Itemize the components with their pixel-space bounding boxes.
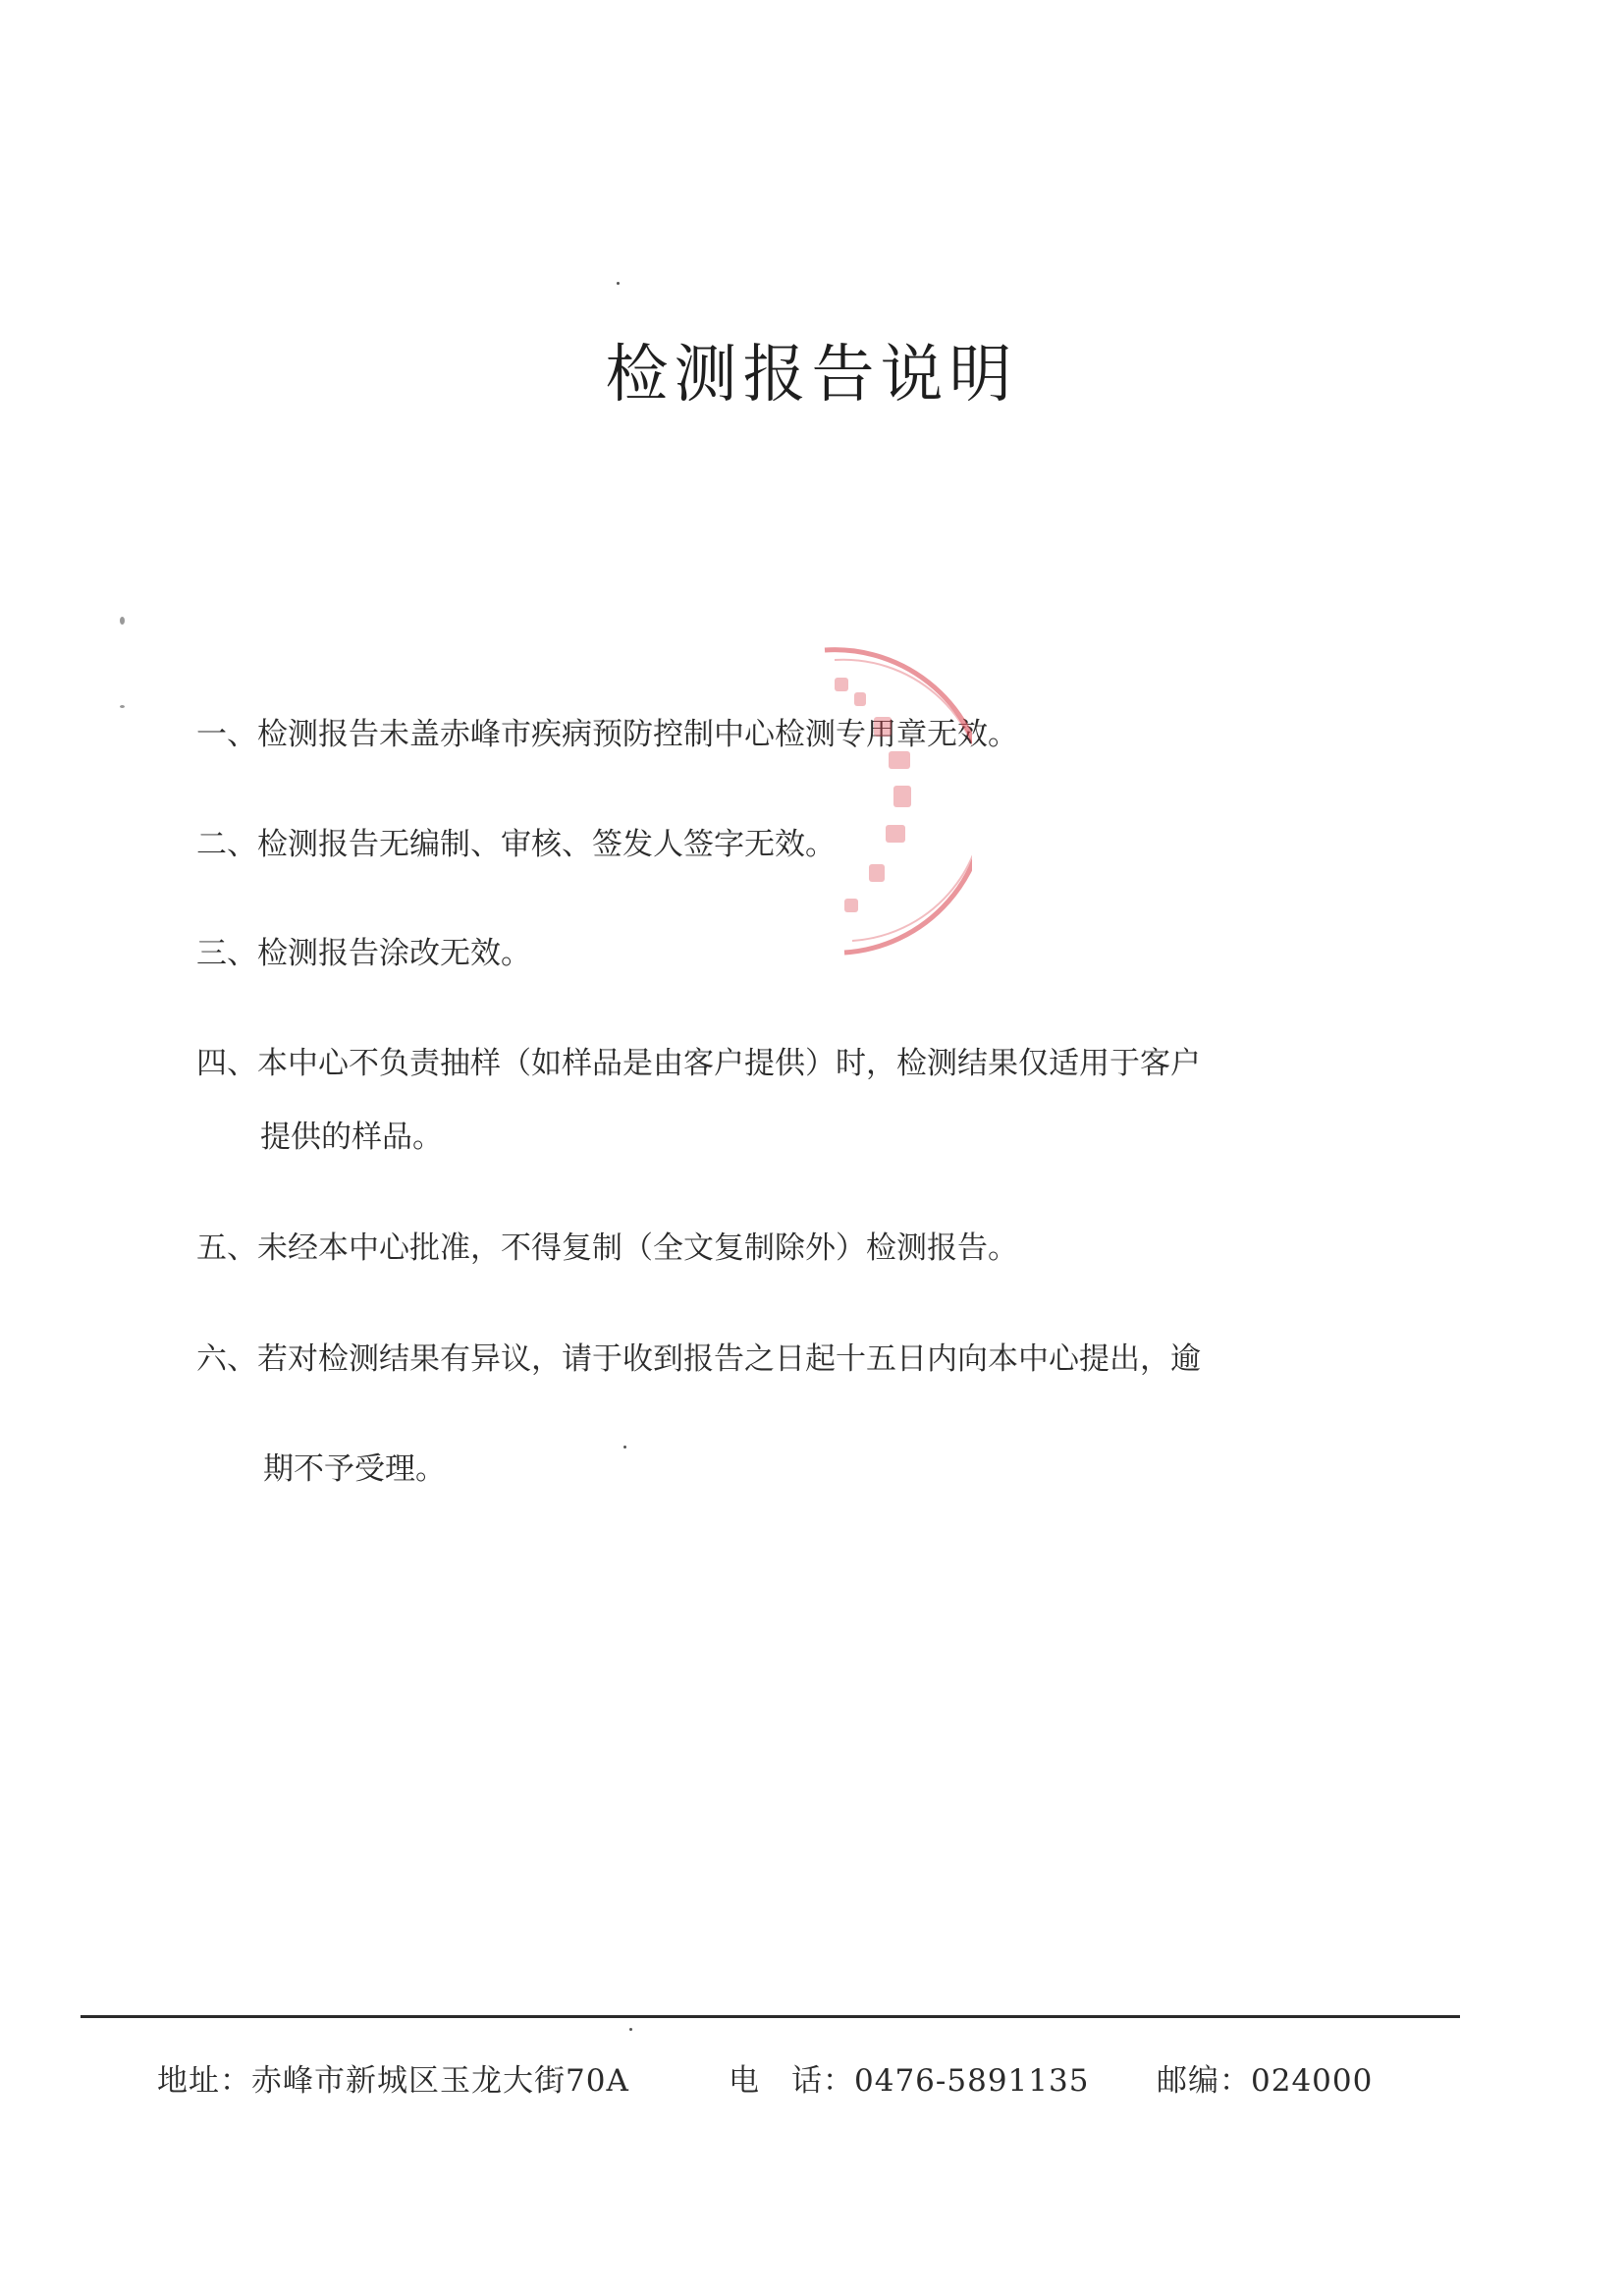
scan-speck bbox=[120, 617, 125, 625]
page-title: 检测报告说明 bbox=[605, 339, 1018, 411]
clause-2: 二、检测报告无编制、审核、签发人签字无效。 bbox=[196, 827, 836, 862]
scan-speck bbox=[629, 2028, 632, 2031]
clause-4: 四、本中心不负责抽样（如样品是由客户提供）时，检测结果仅适用于客户 bbox=[196, 1046, 1201, 1081]
clause-1: 一、检测报告未盖赤峰市疾病预防控制中心检测专用章无效。 bbox=[196, 717, 1018, 752]
scan-speck bbox=[120, 705, 125, 708]
seal-stamp bbox=[776, 638, 972, 962]
footer-phone: 电 话：0476-5891135 bbox=[729, 2063, 1090, 2099]
footer-divider bbox=[81, 2015, 1460, 2018]
footer-postcode: 邮编：024000 bbox=[1157, 2063, 1374, 2099]
clause-6: 六、若对检测结果有异议，请于收到报告之日起十五日内向本中心提出，逾 bbox=[196, 1341, 1201, 1377]
clause-4-continuation: 提供的样品。 bbox=[260, 1120, 443, 1155]
scan-speck bbox=[623, 1446, 626, 1449]
clause-6-continuation: 期不予受理。 bbox=[263, 1451, 446, 1487]
footer-address: 地址：赤峰市新城区玉龙大街70A bbox=[157, 2063, 629, 2099]
scan-speck bbox=[617, 282, 620, 285]
clause-5: 五、未经本中心批准，不得复制（全文复制除外）检测报告。 bbox=[196, 1230, 1018, 1266]
clause-3: 三、检测报告涂改无效。 bbox=[196, 936, 531, 971]
